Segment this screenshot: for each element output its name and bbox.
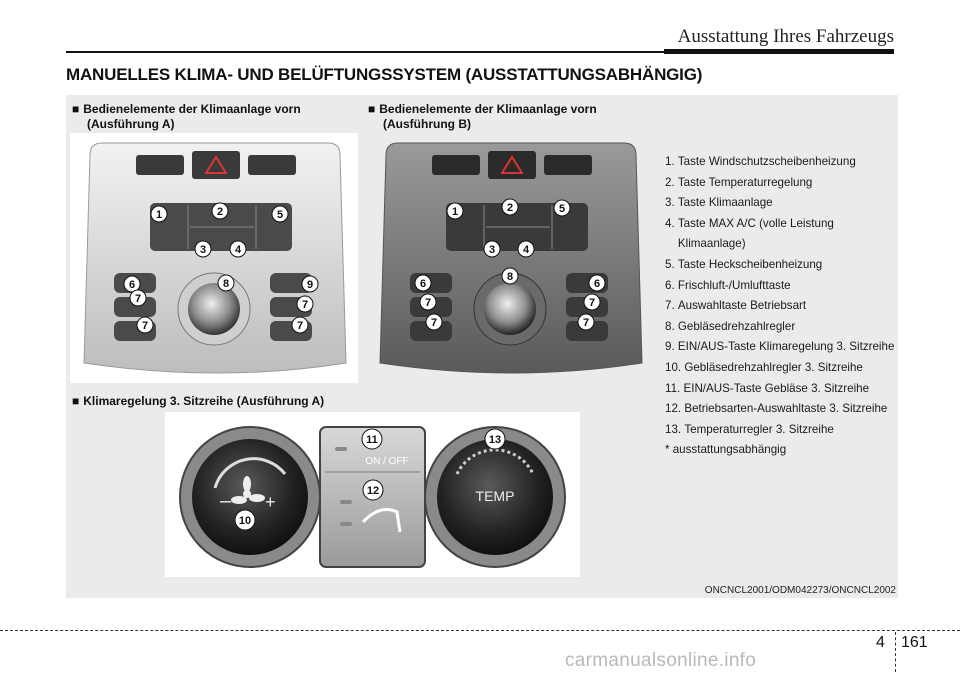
page-separator xyxy=(895,632,896,672)
callout-label: 8 xyxy=(222,278,230,290)
callout-label: 6 xyxy=(593,278,601,290)
legend-num: 12. xyxy=(665,402,685,416)
legend-text: Taste Windschutzscheibenheizung xyxy=(677,155,856,168)
legend-text: Auswahltaste Betriebsart xyxy=(677,299,807,313)
indicator xyxy=(340,500,352,504)
legend-text: Temperaturregler 3. Sitzreihe xyxy=(684,422,834,436)
legend-num: 10. xyxy=(665,360,685,374)
callout-label: 9 xyxy=(306,279,314,291)
plus-label: + xyxy=(265,492,276,512)
legend-num: 1. xyxy=(665,155,678,168)
third-row-panel-illustration xyxy=(165,412,580,577)
front-panel-a-illustration xyxy=(70,133,358,383)
front-panel-b-illustration xyxy=(368,133,653,383)
legend-item xyxy=(665,276,895,297)
callout-label: 7 xyxy=(588,297,596,309)
caption-third-row-text: Klimaregelung 3. Sitzreihe (Ausführung A) xyxy=(83,394,325,408)
callout-label: 7 xyxy=(141,320,149,332)
chapter-number: 4 xyxy=(876,634,885,651)
legend-text: Gebläsedrehzahlregler xyxy=(677,319,796,333)
callout-label: 5 xyxy=(558,203,566,215)
callout-label: 7 xyxy=(134,293,142,305)
legend-item xyxy=(665,379,895,400)
callout-label: 6 xyxy=(419,278,427,290)
legend-num: 2. xyxy=(665,175,678,189)
callout-label: 3 xyxy=(199,244,207,256)
bullet-square: ■ xyxy=(72,102,80,116)
callout-label: 2 xyxy=(216,206,224,218)
fan-knob xyxy=(188,283,240,335)
caption-front-b-line2: (Ausführung B) xyxy=(383,117,471,131)
legend-item xyxy=(665,399,895,420)
callout-label: 5 xyxy=(276,209,284,221)
bullet-square: ■ xyxy=(368,102,376,116)
temp-label: TEMP xyxy=(475,488,515,504)
caption-front-b xyxy=(368,102,597,132)
callout-label: 7 xyxy=(296,320,304,332)
watermark: carmanualsonline.info xyxy=(565,650,757,671)
callout-label: 11 xyxy=(366,434,378,446)
legend-item xyxy=(665,214,895,255)
legend-item xyxy=(665,337,895,358)
legend-text: Taste Temperaturregelung xyxy=(677,175,813,189)
caption-front-a-line2: (Ausführung A) xyxy=(87,117,175,131)
legend-num: 5. xyxy=(665,257,678,271)
image-code: ONCNCL2001/ODM042273/ONCNCL2002 xyxy=(704,585,896,596)
on-off-label: ON / OFF xyxy=(365,456,409,467)
legend-num: * xyxy=(665,443,673,457)
legend-item xyxy=(665,440,895,461)
legend-text: Taste Klimaanlage xyxy=(677,196,773,210)
legend-item xyxy=(665,317,895,338)
caption-front-a-line1: Bedienelemente der Klimaanlage vorn xyxy=(83,102,301,116)
legend-item xyxy=(665,173,895,194)
caption-front-a xyxy=(72,102,301,132)
legend-text: Gebläsedrehzahlregler 3. Sitzreihe xyxy=(684,360,863,374)
legend-num: 13. xyxy=(665,422,685,436)
caption-front-b-line1: Bedienelemente der Klimaanlage vorn xyxy=(379,102,597,116)
fan-knob xyxy=(484,283,536,335)
bullet-square: ■ xyxy=(72,394,80,408)
legend-item xyxy=(665,152,895,173)
callout-label: 7 xyxy=(301,299,309,311)
legend-list xyxy=(665,152,895,461)
legend-num: 4. xyxy=(665,216,678,230)
section-title: MANUELLES KLIMA- UND BELÜFTUNGSSYSTEM (AUSSTATTUNGSABHÄNGIG) xyxy=(66,65,703,84)
legend-text: Betriebsarten-Auswahltaste 3. Sitzreihe xyxy=(684,402,888,416)
legend-text: ausstattungsabhängig xyxy=(672,443,787,457)
callout-label: 7 xyxy=(582,317,590,329)
legend-item xyxy=(665,255,895,276)
legend-num: 7. xyxy=(665,299,678,313)
callout-label: 6 xyxy=(128,279,136,291)
legend-num: 6. xyxy=(665,278,678,292)
vent-button-left xyxy=(136,155,184,175)
callout-label: 7 xyxy=(424,297,432,309)
footer-rule xyxy=(0,630,960,631)
callout-label: 8 xyxy=(506,271,514,283)
callout-label: 2 xyxy=(506,202,514,214)
legend-text: Taste Heckscheibenheizung xyxy=(677,257,823,271)
callout-label: 13 xyxy=(488,434,502,446)
indicator xyxy=(335,447,347,451)
legend-num: 9. xyxy=(665,340,678,354)
callout-label: 4 xyxy=(234,244,242,256)
legend-text: EIN/AUS-Taste Gebläse 3. Sitzreihe xyxy=(683,381,870,395)
minus-label: – xyxy=(220,490,232,512)
legend-num: 11. xyxy=(665,381,684,395)
callout-label: 10 xyxy=(238,515,252,527)
legend-item xyxy=(665,193,895,214)
legend-item xyxy=(665,358,895,379)
vent-button-right xyxy=(544,155,592,175)
indicator xyxy=(340,522,352,526)
page-number: 161 xyxy=(901,634,928,651)
callout-label: 7 xyxy=(430,317,438,329)
vent-button-right xyxy=(248,155,296,175)
running-header: Ausstattung Ihres Fahrzeugs xyxy=(677,26,894,47)
legend-text: EIN/AUS-Taste Klimaregelung 3. Sitzreihe xyxy=(677,340,895,354)
legend-num: 3. xyxy=(665,196,678,210)
legend-text: Frischluft-/Umlufttaste xyxy=(677,278,791,292)
legend-text: Taste MAX A/C (volle Leistung Klimaanlage) xyxy=(677,216,834,251)
header-rule-accent xyxy=(664,49,894,54)
caption-third-row xyxy=(72,394,324,409)
legend-item xyxy=(665,420,895,441)
legend-num: 8. xyxy=(665,319,678,333)
callout-label: 4 xyxy=(522,244,530,256)
callout-label: 3 xyxy=(488,244,496,256)
legend-item xyxy=(665,296,895,317)
callout-label: 12 xyxy=(366,485,380,497)
callout-label: 1 xyxy=(451,206,459,218)
callout-label: 1 xyxy=(155,209,163,221)
vent-button-left xyxy=(432,155,480,175)
